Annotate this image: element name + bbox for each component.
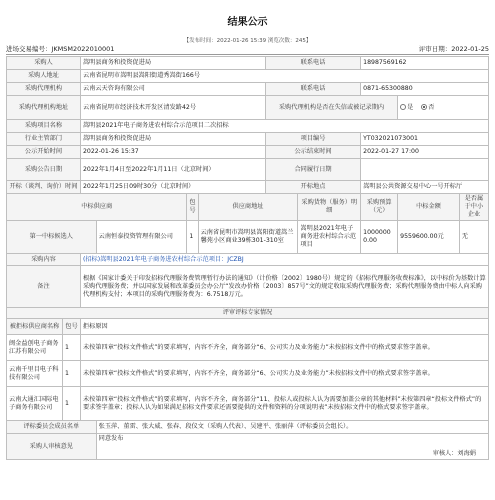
label-open-bid-time: 开标（谈判、询价）时间 xyxy=(7,181,81,194)
value-purchaser-phone: 18987569162 xyxy=(361,57,489,70)
radio-no-icon[interactable] xyxy=(421,104,427,110)
value-purchaser: 嵩明县商务和投资促进局 xyxy=(80,57,265,70)
label-purchaser-address: 采购人地址 xyxy=(7,70,81,83)
header-supplier-address: 供应商地址 xyxy=(198,194,298,221)
radio-group xyxy=(398,96,489,120)
label-committee: 评标委员会成员名单 xyxy=(7,421,97,434)
header-winner: 中标供应商 xyxy=(7,194,187,221)
header-failed-reason: 拒标原因 xyxy=(80,319,488,335)
value-winner-name: 云南恒泰投资管理有限公司 xyxy=(96,221,187,254)
label-contract-period: 合同履行日期 xyxy=(265,159,360,181)
row-review-header xyxy=(7,308,489,319)
value-open-bid-time: 2022年1月25日09时30分（北京时间） xyxy=(80,181,265,194)
row-agency-address xyxy=(7,96,489,120)
failed-reason: 未按第四章“投标文件格式”的要求填写，内容不齐全，商务部分“6、公司实力及业务能力”未按招标文件中的格式要求签字盖章。 xyxy=(80,361,488,387)
row-project-name xyxy=(7,120,489,133)
label-industry-dept: 行业主管部门 xyxy=(7,133,81,146)
row-announce xyxy=(7,159,489,181)
value-purchaser-address: 云南省昆明市嵩明县嵩阳街道秀嵩街166号 xyxy=(80,70,488,83)
failed-row xyxy=(7,387,489,421)
value-announce-date: 2022年1月4日至2022年1月11日（北京时间） xyxy=(80,159,265,181)
row-purchaser-address xyxy=(7,70,489,83)
row-opinion xyxy=(7,434,489,460)
header-review: 评审评标专家情况 xyxy=(7,308,489,319)
label-publish-time: 公示开始时间 xyxy=(7,146,81,159)
failed-pkg: 1 xyxy=(63,387,81,421)
failed-row xyxy=(7,361,489,387)
row-failed-header xyxy=(7,319,489,335)
value-end-time: 2022-01-27 17:00 xyxy=(361,146,489,159)
value-reviewer: 审核人：刘海娟 xyxy=(432,450,476,457)
publish-meta: 【发布时间：2022-01-26 15:39 浏览次数：245】 xyxy=(183,38,312,44)
failed-row xyxy=(7,335,489,361)
failed-supplier-name: 云南大通汇国际电子商务有限公司 xyxy=(7,387,63,421)
failed-supplier-name: 闽金益创电子商务江苏有限公司 xyxy=(7,335,63,361)
header-budget: 采购预算（元） xyxy=(361,194,398,221)
failed-pkg: 1 xyxy=(63,335,81,361)
page-title: 结果公示 xyxy=(227,17,268,28)
value-agency-phone: 0871-65300880 xyxy=(361,83,489,96)
label-selfbuy-question: 采购代理机构是否在失信或被记录期内 xyxy=(265,96,397,120)
row-winner xyxy=(7,221,489,254)
header-small-biz: 是否属于中小企业 xyxy=(459,194,488,221)
value-winner-pkg: 1 xyxy=(187,221,198,254)
radio-yes-icon[interactable] xyxy=(400,104,406,110)
result-table xyxy=(6,56,489,460)
value-winner-budget: 10000000.00 xyxy=(361,221,398,254)
review-date: 评审日期：2022-01-25 xyxy=(418,45,489,53)
value-winner-small: 无 xyxy=(459,221,488,254)
header-goods: 采购货物（服务）明细 xyxy=(298,194,361,221)
label-open-bid-place: 开标地点 xyxy=(265,181,360,194)
procurement-content-link[interactable]: (招标)嵩明县2021年电子商务进农村综合示范项目：JCZBJ xyxy=(80,254,488,266)
label-announce-date: 采购公告日期 xyxy=(7,159,81,181)
row-purchaser xyxy=(7,57,489,70)
radio-yes-label: 是 xyxy=(407,103,414,111)
failed-reason: 未按第四章“投标文件格式”的要求填写，内容不齐全，商务部分“6、公司实力及业务能力”未按招标文件中的格式要求签字盖章。 xyxy=(80,335,488,361)
opinion-cell xyxy=(96,434,488,460)
header-pkg: 包号 xyxy=(187,194,198,221)
value-agency-address: 云南省昆明市经济技术开发区清发路42号 xyxy=(80,96,265,120)
value-publish-time: 2022-01-26 15:37 xyxy=(80,146,265,159)
value-open-bid-place: 嵩明县公共资源交易中心一号开标厅 xyxy=(361,181,489,194)
row-winner-header xyxy=(7,194,489,221)
row-remarks xyxy=(7,266,489,308)
row-committee xyxy=(7,421,489,434)
divider xyxy=(6,54,489,55)
label-project-name: 采购项目名称 xyxy=(7,120,81,133)
row-publish xyxy=(7,146,489,159)
failed-pkg: 1 xyxy=(63,361,81,387)
label-remarks: 备注 xyxy=(7,266,81,308)
label-project-no: 项目编号 xyxy=(265,133,360,146)
failed-reason: 未按第四章“投标文件格式”的要求填写，内容不齐全，商务部分“11、投标人或投标人认为需要加盖公章的其他材料”未按第四章“投标文件格式”的要求签字盖章；投标人认为如果满足招标文件要求还需要提供的文件和资料的分项说明表”未按招标文件中的格式要求签字盖章。 xyxy=(80,387,488,421)
row-open-bid xyxy=(7,181,489,194)
label-purchaser: 采购人 xyxy=(7,57,81,70)
value-winner-amount: 9559600.00元 xyxy=(398,221,460,254)
value-winner-goods: 嵩明县2021年电子商务进农村综合示范项目 xyxy=(298,221,361,254)
value-project-name: 嵩明县2021年电子商务进农村综合示范项目二次招标 xyxy=(80,120,488,133)
value-agency: 云南云天咨询有限公司 xyxy=(80,83,265,96)
label-agency: 采购代理机构 xyxy=(7,83,81,96)
label-end-time: 公示结束时间 xyxy=(265,146,360,159)
label-procurement-content: 采购内容 xyxy=(7,254,81,266)
value-committee: 张玉萍、董雷、张大威、张春、段仪文（采购人代表）、吴建平、张丽萍（评标委员会组长）。 xyxy=(96,421,488,434)
label-agency-address: 采购代理机构地址 xyxy=(7,96,81,120)
label-opinion: 采购人审核意见 xyxy=(7,434,97,460)
transaction-no: 进场交易编号：JKMSM2022010001 xyxy=(6,45,115,53)
row-content xyxy=(7,254,489,266)
value-project-no: YT032021073001 xyxy=(361,133,489,146)
value-contract-period xyxy=(361,159,489,181)
row-industry xyxy=(7,133,489,146)
label-agency-phone: 联系电话 xyxy=(265,83,360,96)
header-failed-pkg: 包号 xyxy=(63,319,81,335)
value-industry-dept: 嵩明县商务和投资促进局 xyxy=(80,133,265,146)
label-purchaser-phone: 联系电话 xyxy=(265,57,360,70)
failed-supplier-name: 云南千里目电子科技有限公司 xyxy=(7,361,63,387)
value-opinion: 同意发布 xyxy=(98,435,124,442)
radio-no-label: 否 xyxy=(428,103,435,111)
value-winner-address: 云南省昆明市嵩明县嵩阳街道嵩兰馨苑小区商业39栋301-310室 xyxy=(198,221,298,254)
label-first-candidate: 第一中标候选人 xyxy=(7,221,97,254)
meta-row xyxy=(6,44,489,54)
header-failed-supplier: 被拒标供应商名称 xyxy=(7,319,63,335)
header-winning-amount: 中标金额 xyxy=(398,194,460,221)
row-agency xyxy=(7,83,489,96)
value-remarks: 根据《国家计委关于印发招标代理服务费管理暂行办法的通知》（计价格〔2002〕1980号）规定的《招标代理服务收费标准》，以中标价为基数计算采购代理服务费；并以国家发展和改革委员会办公厅“发改办价格〔2003〕857号”文的规定收取采购代理服务费；采购代理服务费由中标人向采购代理机构支付；本项目的采购代理服务费为：6.7518万元。 xyxy=(80,266,488,308)
